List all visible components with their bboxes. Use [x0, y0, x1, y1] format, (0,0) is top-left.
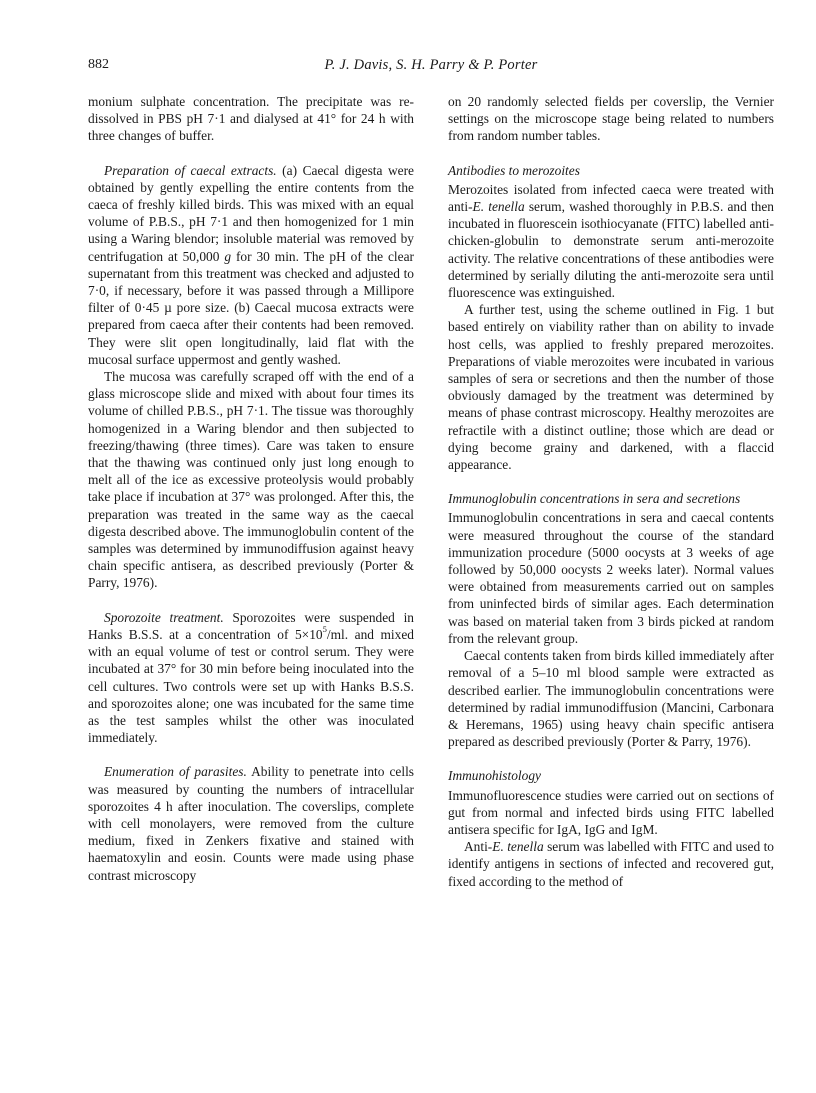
- section-heading-immunohistology: Immunohistology: [448, 768, 541, 784]
- paragraph-continued: monium sulphate concentration. The precipitate was re-dissolved in PBS pH 7·1 and dialysed at 41° for 24 h with three changes of buffer.: [88, 94, 414, 144]
- run-in-heading-enumeration: Enumeration of parasites.: [104, 764, 247, 780]
- paragraph-caecal-extracts: Preparation of caecal extracts. (a) Caecal digesta were obtained by gently expelling the entire contents from the caeca of freshly killed birds. This was mixed with an equal volume of P.B.S., pH 7·1 and then homogenized for 1 min using a Waring blendor; insoluble material was removed by centrifugation at 50,000 g for 30 min. The pH of the clear supernatant from this treatment was checked and adjusted to 7·0, if necessary, before it was passed through a Millipore filter of 0·45 µ pore size. (b) Caecal mucosa extracts were prepared from caeca after their contents had been removed. They were slit open longitudinally, laid flat with the mucosal surface uppermost and gently washed.: [88, 162, 415, 367]
- paragraph-mucosa: The mucosa was carefully scraped off with the end of a glass microscope slide and mixed with about four times its volume of chilled P.B.S., pH 7·1. The tissue was thoroughly homogenized in a Waring blendor and then subjected to freezing/thawing (three times). Care was taken to ensure that the thawing was continued only just long enough to melt all of the ice as excessive proteolysis would probably take place if incubation at 37° was prolonged. After this, the preparation was treated in the same way as the caecal digesta described above. The immunoglobulin content of the samples was determined by immunodiffusion against heavy chain specific antisera, as described previously (Porter & Parry, 1976).: [88, 369, 414, 591]
- left-column: [88, 93, 414, 884]
- run-in-heading-sporozoite-treatment: Sporozoite treatment.: [104, 609, 224, 625]
- section-heading-ig-concentrations: Immunoglobulin concentrations in sera and secretions: [448, 491, 741, 507]
- paragraph-viability-test: A further test, using the scheme outlined in Fig. 1 but based entirely on viability rather than on ability to invade host cells, was applied to freshly prepared merozoites. Preparations of viable merozoites were incubated in various samples of sera or secretions and then the number of those obviously damaged by the treatment was determined by means of phase contrast microscopy. Healthy merozoites are refractile with a distinct outline; those which are dead or dying become grainy and darkened, with a flaccid appearance.: [448, 302, 774, 473]
- page-header: [88, 57, 774, 77]
- run-in-heading-caecal-extracts: Preparation of caecal extracts.: [104, 162, 277, 178]
- paragraph-sporozoite-treatment: Sporozoite treatment. Sporozoites were suspended in Hanks B.S.S. at a concentration of $5\times 10^5/ml$. and mixed with an equal volume of test or control serum. They were incubated at 37° for 30 min before being inoculated into the cell cultures. Two controls were set up with Hanks B.S.S. and sporozoites alone; one was incubated for the same time as the test samples whilst the other was inoculated immediately.: [88, 609, 414, 746]
- paragraph-ig-concentrations: Immunoglobulin concentrations in sera and caecal contents were measured throughout the course of the standard immunization procedure (5000 oocysts at 3 weeks of age followed by 50,000 oocysts 2 weeks later). Normal values were obtained from measurements carried out on samples from uninfected birds of similar ages. Each determination was based on material taken from 3 birds picked at random from the relevant group.: [448, 510, 774, 646]
- page-number: 882: [88, 57, 109, 72]
- section-heading-antibodies: Antibodies to merozoites: [448, 162, 580, 178]
- paragraph-immunofluorescence: Immunofluorescence studies were carried out on sections of gut from normal and infected birds using FITC labelled antisera specific for IgA, IgG and IgM.: [448, 787, 774, 837]
- paragraph-anti-e-tenella: Anti-E. tenella serum was labelled with FITC and used to identify antigens in sections of infected and recovered gut, fixed according to the method of: [448, 839, 774, 889]
- running-head-authors: P. J. Davis, S. H. Parry & P. Porter: [324, 57, 538, 73]
- paragraph-continued-right: on 20 randomly selected fields per coverslip, the Vernier settings on the microscope stage being related to numbers from random number tables.: [448, 94, 774, 144]
- paragraph-enumeration: Enumeration of parasites. Ability to penetrate into cells was measured by counting the numbers of intracellular sporozoites 4 h after inoculation. The coverslips, complete with cell monolayers, were removed from the culture medium, fixed in Zenkers fixative and stained with haematoxylin and eosin. Counts were made using phase contrast microscopy: [88, 764, 415, 883]
- right-column: [448, 93, 774, 890]
- paragraph-caecal-contents: Caecal contents taken from birds killed immediately after removal of a 5–10 ml blood sample were extracted as described earlier. The immunoglobulin concentrations were determined by radial immunodiffusion (Mancini, Carbonara & Heremans, 1965) using heavy chain specific antisera prepared as described previously (Porter & Parry, 1976).: [448, 648, 774, 750]
- paragraph-antibodies: Merozoites isolated from infected caeca were treated with anti-E. tenella serum, washed thoroughly in P.B.S. and then incubated in fluorescein isothiocyanate (FITC) labelled anti-chicken-globulin to demonstrate serum anti-merozoite activity. The relative concentrations of these antibodies were determined by serially diluting the anti-merozoite sera until fluorescence was extinguished.: [448, 181, 774, 301]
